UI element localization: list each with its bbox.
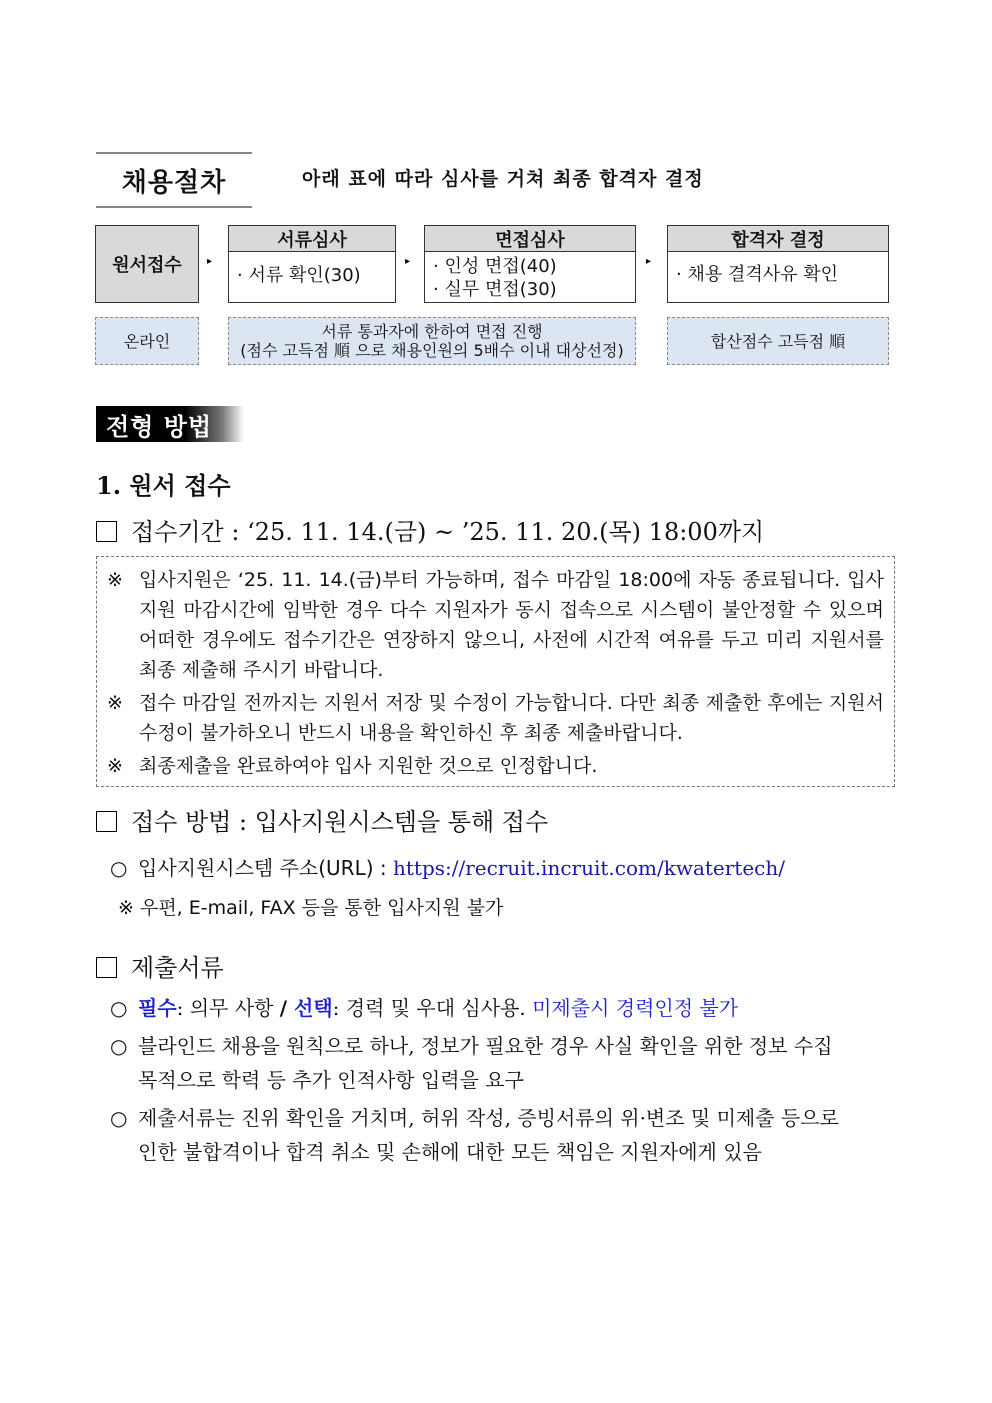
checkbox-square-icon — [96, 957, 117, 978]
note-online: 온라인 — [95, 317, 199, 365]
notice-item — [107, 751, 884, 781]
slash-separator: / — [279, 996, 295, 1020]
application-method — [96, 802, 548, 837]
checkbox-square-icon — [96, 521, 117, 542]
circle-bullet-icon: ○ — [110, 996, 128, 1020]
optional-label: 선택 — [294, 996, 333, 1020]
circle-bullet-icon: ○ — [110, 1034, 128, 1058]
application-period-text: 접수기간 : ‘25. 11. 14.(금) ~ ’25. 11. 20.(목) 18:00까지 — [131, 518, 765, 546]
step-interview — [424, 225, 636, 303]
section-heading: 1. 원서 접수 — [96, 471, 231, 500]
list-item-text: 블라인드 채용을 원칙으로 하나, 정보가 필요한 경우 사실 확인을 위한 정보 수집 목적으로 학력 등 추가 인적사항 입력을 요구 — [138, 1034, 833, 1092]
reference-mark-icon: ※ — [107, 755, 123, 777]
procedure-title: 채용절차 — [96, 152, 252, 208]
required-label: 필수 — [138, 996, 177, 1020]
note-final: 합산점수 고득점 順 — [667, 317, 889, 365]
procedure-description: 아래 표에 따라 심사를 거쳐 최종 합격자 결정 — [302, 168, 704, 190]
step-document-review-label: 서류심사 — [229, 226, 395, 252]
step-interview-item: · 실무 면접(30) — [433, 279, 557, 300]
reference-mark-icon: ※ — [107, 692, 123, 714]
list-item-text: 제출서류는 진위 확인을 거치며, 허위 작성, 증빙서류의 위·변조 및 미제출 등으로 인한 불합격이나 합격 취소 및 손해에 대한 모든 책임은 지원자에게 있음 — [138, 1106, 839, 1164]
arrow-icon: ▸ — [207, 256, 213, 267]
checkbox-square-icon — [96, 811, 117, 832]
step-interview-item: · 인성 면접(40) — [433, 256, 557, 277]
required-desc: : 의무 사항 — [176, 996, 280, 1020]
note-interview-line: (점수 고득점 順 으로 채용인원의 5배수 이내 대상선정) — [240, 341, 624, 360]
url-label: 입사지원시스템 주소(URL) : — [138, 856, 393, 880]
notice-text: 입사지원은 ‘25. 11. 14.(금)부터 가능하며, 접수 마감일 18:00에 자동 종료됩니다. 입사지원 마감시간에 임박한 경우 다수 지원자가 동시 접속으로 시스템이 불안정할 수 있으며 어떠한 경우에도 접수기간은 연장하지 않으니, 사전에 시간적 여유를 두고 미리 지원서를 최종 제출해 주시기 바랍니다. — [139, 569, 884, 681]
method-note: ※ 우편, E-mail, FAX 등을 통한 입사지원 불가 — [118, 897, 504, 919]
step-interview-label: 면접심사 — [425, 226, 635, 252]
application-url-link[interactable]: https://recruit.incruit.com/kwatertech/ — [392, 856, 785, 880]
arrow-icon: ▸ — [405, 256, 411, 267]
step-application — [95, 225, 199, 303]
notice-text: 접수 마감일 전까지는 지원서 저장 및 수정이 가능합니다. 다만 최종 제출한 후에는 지원서 수정이 불가하오니 반드시 내용을 확인하신 후 최종 제출바랍니다. — [139, 692, 884, 744]
note-interview — [228, 317, 636, 365]
application-method-text: 접수 방법 : 입사지원시스템을 통해 접수 — [131, 808, 549, 836]
reference-mark-icon: ※ — [107, 569, 123, 591]
step-application-label: 원서접수 — [112, 255, 182, 276]
step-document-review-item: · 서류 확인(30) — [237, 265, 361, 286]
application-period — [96, 512, 764, 547]
optional-desc: : 경력 및 우대 심사용. — [332, 996, 533, 1020]
step-final-decision — [667, 225, 889, 303]
circle-bullet-icon: ○ — [110, 856, 128, 880]
arrow-icon: ▸ — [646, 256, 652, 267]
notice-item — [107, 565, 884, 685]
url-line — [96, 851, 785, 885]
section-banner: 전형 방법 — [96, 406, 244, 442]
warning-text: 미제출시 경력인정 불가 — [532, 996, 739, 1020]
list-item — [96, 1029, 886, 1097]
circle-bullet-icon: ○ — [110, 1106, 128, 1130]
note-interview-line: 서류 통과자에 한하여 면접 진행 — [321, 322, 543, 341]
list-item — [96, 991, 886, 1025]
list-item — [96, 1101, 886, 1169]
notice-item — [107, 688, 884, 748]
documents-list — [96, 991, 886, 1169]
documents-heading — [96, 948, 224, 983]
notice-box — [96, 556, 895, 787]
step-final-decision-item: · 채용 결격사유 확인 — [676, 264, 838, 285]
documents-heading-text: 제출서류 — [131, 954, 224, 982]
notice-text: 최종제출을 완료하여야 입사 지원한 것으로 인정합니다. — [139, 755, 598, 777]
step-document-review — [228, 225, 396, 303]
step-final-decision-label: 합격자 결정 — [668, 226, 888, 252]
